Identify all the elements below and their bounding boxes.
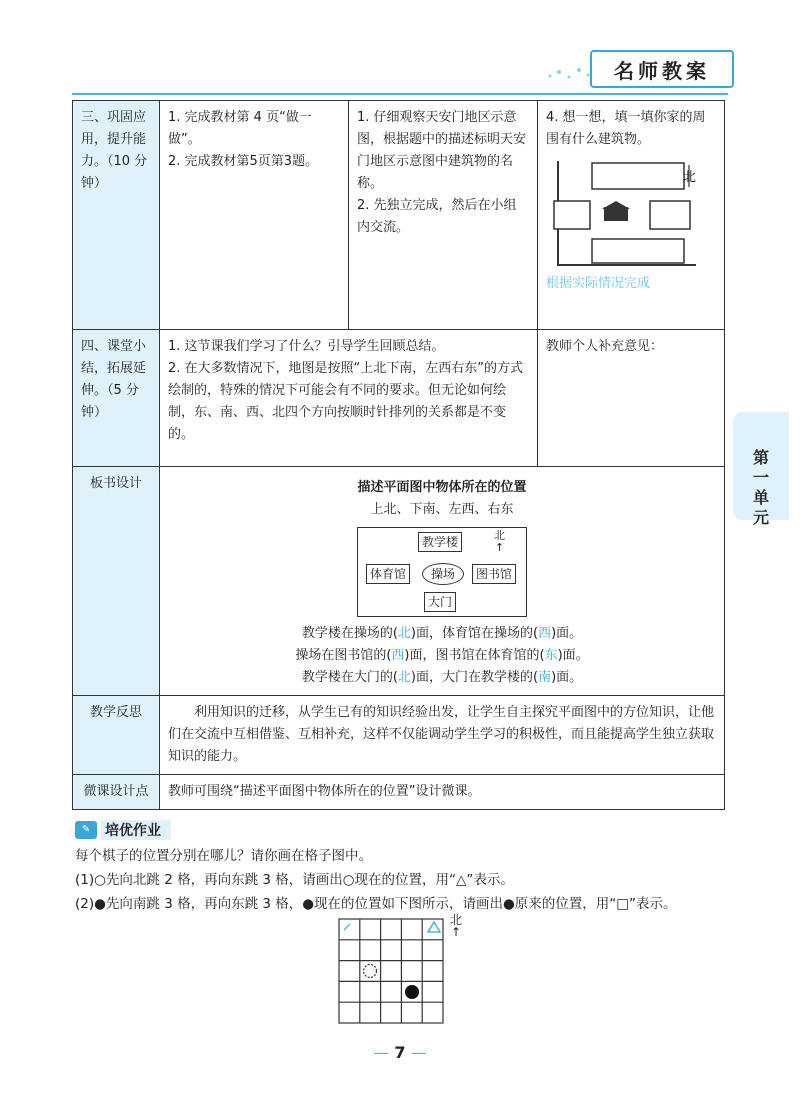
table-row — [73, 101, 725, 330]
board-line-1: 教学楼在操场的(北)面，体育馆在操场的(西)面。 — [301, 626, 583, 641]
table-row — [73, 467, 725, 696]
brand-badge: 名师教案 — [590, 50, 734, 88]
header-decoration — [545, 62, 595, 82]
header-rule — [72, 93, 728, 95]
board-design — [160, 467, 725, 696]
gym-box: 体育馆 — [366, 564, 410, 584]
chess-grid — [338, 918, 444, 1024]
consolidate-tasks: 1. 完成教材第 4 页“做一做”。 2. 完成教材第5页第3题。 — [160, 101, 349, 330]
row-label-micro: 微课设计点 — [73, 775, 160, 810]
playground-oval: 操场 — [422, 563, 464, 585]
home-map-drawing — [546, 157, 696, 273]
teacher-note: 教师个人补充意见： — [538, 330, 725, 467]
library-box: 图书馆 — [472, 564, 516, 584]
micro-text: 教师可围绕“描述平面图中物体所在的位置”设计微课。 — [160, 775, 725, 810]
gate-box: 大门 — [424, 592, 456, 612]
teaching-building-box: 教学楼 — [418, 532, 462, 552]
table-row — [73, 696, 725, 775]
homework-title: 培优作业 — [101, 820, 171, 840]
page-number: — 7 — — [373, 1043, 427, 1062]
board-line-2: 操场在图书馆的(西)面，图书馆在体育馆的(东)面。 — [295, 648, 589, 663]
board-line-3: 教学楼在大门的(北)面，大门在教学楼的(南)面。 — [301, 670, 583, 685]
answer-tip: 根据实际情况完成 — [546, 276, 651, 291]
row-label-reflection: 教学反思 — [73, 696, 160, 775]
board-subtitle: 上北、下南、左西、右东 — [370, 502, 514, 517]
row-label-board: 板书设计 — [73, 467, 160, 696]
reflection-text: 利用知识的迁移，从学生已有的知识经验出发，让学生自主探究平面图中的方位知识，让他们在交流中互相借鉴、互相补充，这样不仅能调动学生学习的积极性，而且能提高学生独立获取知识的能力。 — [160, 696, 725, 775]
map-north-label: 北 — [683, 170, 696, 185]
triangle-answer — [428, 922, 440, 932]
home-map — [546, 157, 696, 273]
unit-tab: 第 一 单 元 — [733, 412, 789, 520]
lesson-plan-table — [72, 100, 725, 810]
consolidate-question: 4. 想一想，填一填你家的周围有什么建筑物。 北 根据实际情况完成 — [538, 101, 725, 330]
summary-content: 1. 这节课我们学习了什么？引导学生回顾总结。 2. 在大多数情况下，地图是按照“上北下南，左西右东”的方式绘制的，特殊的情况下可能会有不同的要求。但无论如何绘制，东、南、西、北四个方向按顺时针排列的关系都是不变的。 — [160, 330, 538, 467]
row-label-summary: 四、课堂小结，拓展延伸。（5 分钟） — [73, 330, 160, 467]
homework-intro: 每个棋子的位置分别在哪儿？请你画在格子图中。 — [75, 848, 372, 864]
board-title: 描述平面图中物体所在的位置 — [357, 480, 527, 495]
solid-piece — [405, 985, 419, 999]
homework-banner — [75, 820, 171, 840]
table-row — [73, 330, 725, 467]
row-label-consolidate: 三、巩固应用，提升能力。（10 分钟） — [73, 101, 160, 330]
north-arrow: 北 ↑ — [494, 529, 505, 554]
hollow-piece — [364, 965, 377, 978]
grid-north-mark: 北 ↑ — [450, 913, 463, 939]
consolidate-activities: 1. 仔细观察天安门地区示意图，根据题中的描述标明天安门地区示意图中建筑物的名称。 2. 先独立完成，然后在小组内交流。 — [349, 101, 538, 330]
table-row — [73, 775, 725, 810]
homework-question-2: (2)●先向南跳 3 格，再向东跳 3 格，●现在的位置如下图所示，请画出●原来的位置，用“□”表示。 — [75, 896, 677, 912]
homework-icon: ✎ — [75, 821, 97, 839]
homework-question-1: (1)○先向北跳 2 格，再向东跳 3 格，请画出○现在的位置，用“△”表示。 — [75, 872, 514, 888]
campus-map — [357, 527, 527, 617]
